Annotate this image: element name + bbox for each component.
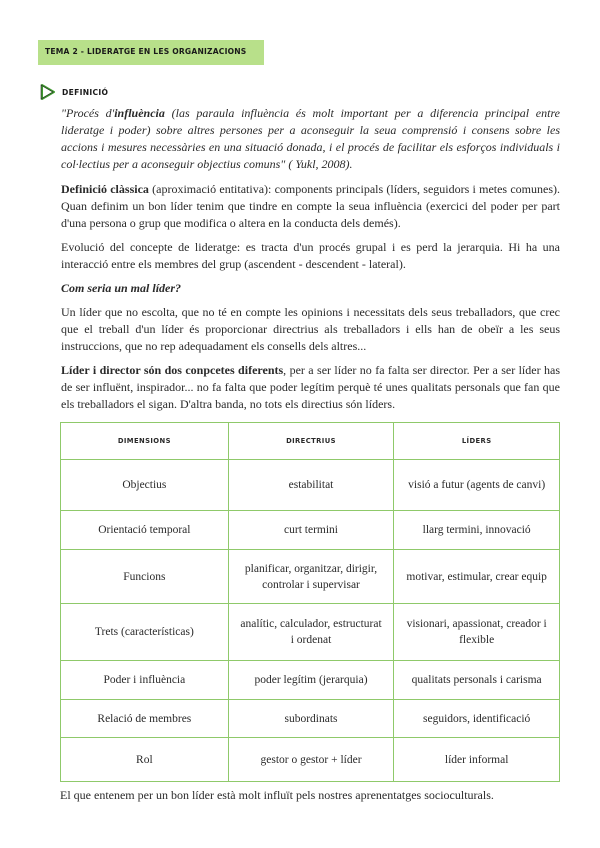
table-cell: curt termini xyxy=(228,511,394,550)
table-row xyxy=(61,460,560,511)
table-cell: gestor o gestor + líder xyxy=(228,738,394,782)
table-cell: llarg termini, innovació xyxy=(394,511,560,550)
table-row xyxy=(61,604,560,661)
table-cell: qualitats personals i carisma xyxy=(394,661,560,700)
table-cell: poder legítim (jerarquia) xyxy=(228,661,394,700)
bad-leader-paragraph: Un líder que no escolta, que no té en compte les opinions i necessitats dels seus treballadors, que crec que el treball d'un líder és proporcionar directrius als treballadors i ells han de obeïr a les seus instruccions, que no rep adequadament els consells dels altres... xyxy=(61,305,560,353)
table-cell: planificar, organitzar, dirigir, controlar i supervisar xyxy=(228,550,394,604)
table-row xyxy=(61,738,560,782)
definition-heading xyxy=(40,84,108,100)
classic-definition-term: Definició clàssica xyxy=(61,182,149,196)
table-cell: subordinats xyxy=(228,700,394,738)
table-cell: Rol xyxy=(61,738,229,782)
definition-quote xyxy=(61,105,560,173)
bad-leader-heading: Com seria un mal líder? xyxy=(61,281,182,295)
closing-note: El que entenem per un bon líder està molt influït pels nostres aprenentatges socioculturals. xyxy=(60,788,494,802)
table-cell: Orientació temporal xyxy=(61,511,229,550)
section-title-banner xyxy=(38,40,264,65)
table-cell: Relació de membres xyxy=(61,700,229,738)
classic-definition-text: (aproximació entitativa): components principals (líders, seguidors i metes comunes). Quan definim un bon líder tenim que tindre en compte la seua influència (exercici del poder per part d'una persona o grup que modifica o altera en la conducta dels demés). xyxy=(61,182,561,230)
table-cell: estabilitat xyxy=(228,460,394,511)
leader-vs-director-text: , per a ser líder no fa falta ser director. Per a ser líder has de ser influënt, inspirador... no fa falta que poder legítim perquè té unes qualitats personals que fan que els treballadors el sigan. D'altra banda, no tots els directius són líders. xyxy=(61,363,560,411)
table-cell: visió a futur (agents de canvi) xyxy=(394,460,560,511)
table-row xyxy=(61,511,560,550)
table-row xyxy=(61,550,560,604)
comparison-table xyxy=(60,422,560,782)
table-cell: Objectius xyxy=(61,460,229,511)
table-cell: líder informal xyxy=(394,738,560,782)
quote-rest: (las paraula influència és molt important per a diferencia principal entre lideratge i poder) sobre altres persones per a aconseguir la seua comprensió i consens sobre les accions i mesures necessàries en una situació donada, i el procés de facilitar els esforços individuals i col·lectius per a aconseguir objectius comuns" ( Yukl, 2008). xyxy=(61,106,560,171)
table-header-cell: LÍDERS xyxy=(394,423,560,460)
table-row xyxy=(61,700,560,738)
table-cell: motivar, estimular, crear equip xyxy=(394,550,560,604)
table-header-cell: DIMENSIONS xyxy=(61,423,229,460)
table-cell: analític, calculador, estructurat i ordenat xyxy=(228,604,394,661)
quote-emphasis: influència xyxy=(114,106,165,120)
definition-label: DEFINICIÓ xyxy=(62,87,109,97)
table-cell: seguidors, identificació xyxy=(394,700,560,738)
table-header-row xyxy=(61,423,560,460)
table-cell: Funcions xyxy=(61,550,229,604)
arrow-right-icon xyxy=(40,84,56,100)
bad-leader-question xyxy=(61,280,560,297)
table-header-cell: DIRECTRIUS xyxy=(228,423,394,460)
leader-vs-director-term: Líder i director són dos conpcetes diferents xyxy=(61,363,284,377)
quote-start: "Procés d' xyxy=(61,106,115,120)
evolution-paragraph: Evolució del concepte de lideratge: es tracta d'un procés grupal i es perd la jerarquia. Hi ha una interacció entre els membres del grup (ascendent - descendent - lateral). xyxy=(61,240,560,271)
table-cell: Trets (características) xyxy=(61,604,229,661)
classic-definition xyxy=(61,181,560,232)
table-cell: Poder i influència xyxy=(61,661,229,700)
section-title: TEMA 2 - LIDERATGE EN LES ORGANIZACIONS xyxy=(45,47,247,56)
leader-vs-director-paragraph xyxy=(61,362,560,413)
table-row xyxy=(61,661,560,700)
table-cell: visionari, apassionat, creador i flexible xyxy=(394,604,560,661)
